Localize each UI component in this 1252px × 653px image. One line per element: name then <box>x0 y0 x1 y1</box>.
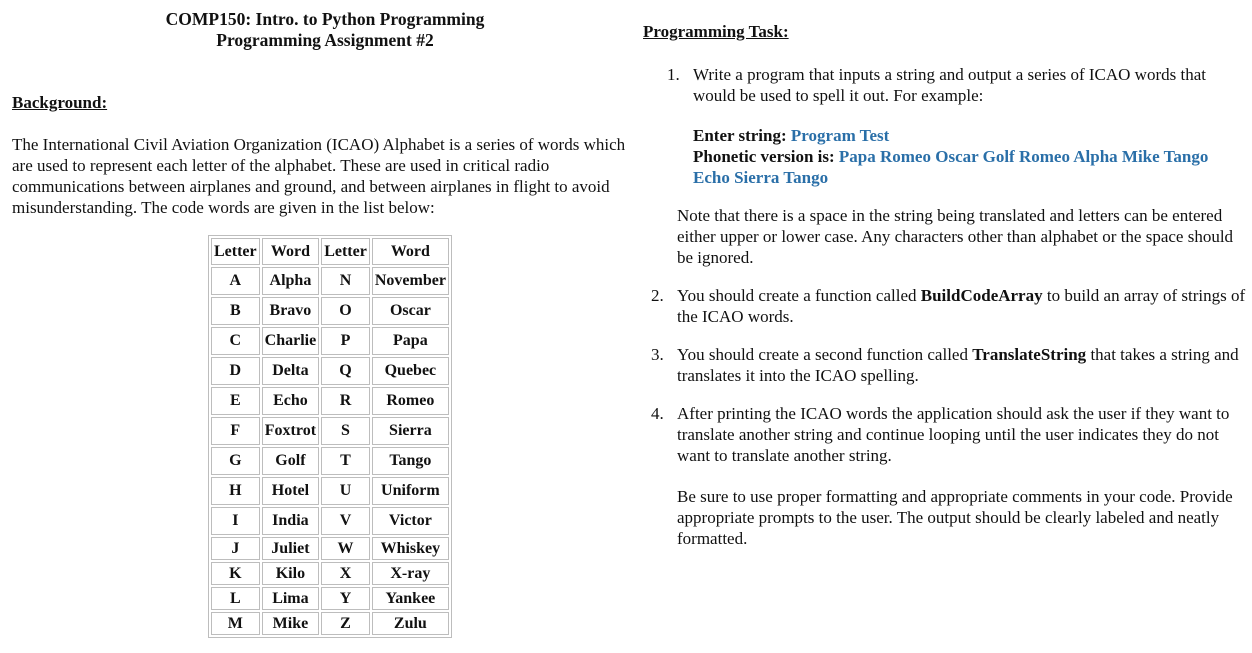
background-heading: Background: <box>12 93 108 112</box>
example-output-value: Papa Romeo Oscar Golf Romeo Alpha Mike Tango Echo Sierra Tango <box>693 147 1209 187</box>
title-line-2: Programming Assignment #2 <box>216 30 434 50</box>
table-cell-word: Foxtrot <box>262 417 320 445</box>
table-cell-word: Delta <box>262 357 320 385</box>
table-cell-letter: K <box>211 562 260 585</box>
table-cell-word: Lima <box>262 587 320 610</box>
task-list <box>643 64 1248 549</box>
task-item-2 <box>643 285 1248 327</box>
formatting-reminder: Be sure to use proper formatting and appropriate comments in your code. Provide appropriate prompts to the user. The output should be clearly labeled and neatly formatted. <box>677 487 1233 548</box>
table-cell-word: India <box>262 507 320 535</box>
table-cell-letter: N <box>321 267 370 295</box>
table-cell-letter: P <box>321 327 370 355</box>
table-cell-letter: C <box>211 327 260 355</box>
table-cell-letter: W <box>321 537 370 560</box>
table-row <box>211 267 449 295</box>
table-cell-word: Kilo <box>262 562 320 585</box>
task-item-3-pre: You should create a second function called <box>677 345 973 364</box>
task-item-3-post: that takes a string and translates it into the ICAO spelling. <box>677 345 1239 385</box>
table-cell-letter: V <box>321 507 370 535</box>
table-cell-word: Yankee <box>372 587 449 610</box>
table-cell-letter: Z <box>321 612 370 635</box>
function-name-build-code-array: BuildCodeArray <box>920 286 1043 305</box>
table-cell-word: November <box>372 267 449 295</box>
task-item-1-text: Write a program that inputs a string and output a series of ICAO words that would be used to spell it out. For example: <box>693 65 1206 105</box>
table-cell-letter: T <box>321 447 370 475</box>
task-item-1 <box>643 64 1248 268</box>
table-cell-word: Golf <box>262 447 320 475</box>
table-row <box>211 507 449 535</box>
title-line-1: COMP150: Intro. to Python Programming <box>165 9 485 29</box>
task-heading: Programming Task: <box>643 22 789 41</box>
example-block <box>693 125 1248 188</box>
task-item-2-pre: You should create a function called <box>677 286 921 305</box>
table-cell-word: Charlie <box>262 327 320 355</box>
table-cell-letter: M <box>211 612 260 635</box>
table-cell-word: Oscar <box>372 297 449 325</box>
table-cell-letter: R <box>321 387 370 415</box>
example-output-line <box>693 146 1248 188</box>
table-row <box>211 587 449 610</box>
table-row <box>211 387 449 415</box>
table-cell-letter: X <box>321 562 370 585</box>
table-cell-word: Tango <box>372 447 449 475</box>
example-input-label: Enter string: <box>693 126 791 145</box>
table-cell-word: Whiskey <box>372 537 449 560</box>
left-column <box>12 0 642 653</box>
task-number: 2. <box>651 286 664 305</box>
task-number: 4. <box>651 404 664 423</box>
table-cell-word: Papa <box>372 327 449 355</box>
table-cell-word: Uniform <box>372 477 449 505</box>
task-number: 1. <box>667 65 680 84</box>
table-cell-letter: J <box>211 537 260 560</box>
table-cell-letter: A <box>211 267 260 295</box>
table-cell-word: Alpha <box>262 267 320 295</box>
table-row <box>211 417 449 445</box>
right-column <box>643 0 1248 653</box>
table-header-row <box>211 238 449 265</box>
example-output-label: Phonetic version is: <box>693 147 839 166</box>
table-cell-word: Zulu <box>372 612 449 635</box>
table-row <box>211 612 449 635</box>
table-cell-word: Bravo <box>262 297 320 325</box>
icao-alphabet-table <box>208 235 452 638</box>
document-title <box>12 9 638 51</box>
example-input-value: Program Test <box>790 126 890 145</box>
header-letter-2: Letter <box>321 238 370 265</box>
header-letter-1: Letter <box>211 238 260 265</box>
table-cell-letter: O <box>321 297 370 325</box>
table-cell-letter: I <box>211 507 260 535</box>
table-cell-letter: E <box>211 387 260 415</box>
table-row <box>211 537 449 560</box>
task-item-1-note: Note that there is a space in the string being translated and letters can be entered either upper or lower case. Any characters other than alphabet or the space should be ignored. <box>677 206 1234 267</box>
table-cell-letter: G <box>211 447 260 475</box>
table-row <box>211 297 449 325</box>
table-cell-letter: H <box>211 477 260 505</box>
table-cell-letter: B <box>211 297 260 325</box>
table-cell-letter: S <box>321 417 370 445</box>
table-cell-word: Echo <box>262 387 320 415</box>
table-cell-word: Victor <box>372 507 449 535</box>
table-cell-letter: L <box>211 587 260 610</box>
table-row <box>211 357 449 385</box>
table-row <box>211 477 449 505</box>
table-cell-word: Sierra <box>372 417 449 445</box>
task-item-2-post: to build an array of strings of the ICAO words. <box>677 286 1246 326</box>
function-name-translate-string: TranslateString <box>972 345 1087 364</box>
task-item-4 <box>643 403 1248 466</box>
task-item-4-text: After printing the ICAO words the application should ask the user if they want to translate another string and continue looping until the user indicates they do not want to translate another string. <box>677 404 1230 465</box>
table-cell-word: Romeo <box>372 387 449 415</box>
table-cell-letter: Q <box>321 357 370 385</box>
table-cell-word: Quebec <box>372 357 449 385</box>
table-cell-word: Juliet <box>262 537 320 560</box>
background-paragraph: The International Civil Aviation Organization (ICAO) Alphabet is a series of words which are used to represent each letter of the alphabet. These are used in critical radio communications between airplanes and ground, and between airplanes in flight to avoid misunderstanding. The code words are given in the list below: <box>12 135 626 217</box>
task-item-3 <box>643 344 1248 386</box>
table-cell-letter: F <box>211 417 260 445</box>
example-input-line <box>693 125 1248 146</box>
table-cell-word: Hotel <box>262 477 320 505</box>
table-cell-word: X-ray <box>372 562 449 585</box>
table-cell-letter: Y <box>321 587 370 610</box>
header-word-2: Word <box>372 238 449 265</box>
header-word-1: Word <box>262 238 320 265</box>
table-row <box>211 447 449 475</box>
table-row <box>211 562 449 585</box>
table-cell-letter: D <box>211 357 260 385</box>
table-cell-letter: U <box>321 477 370 505</box>
task-number: 3. <box>651 345 664 364</box>
table-row <box>211 327 449 355</box>
table-cell-word: Mike <box>262 612 320 635</box>
